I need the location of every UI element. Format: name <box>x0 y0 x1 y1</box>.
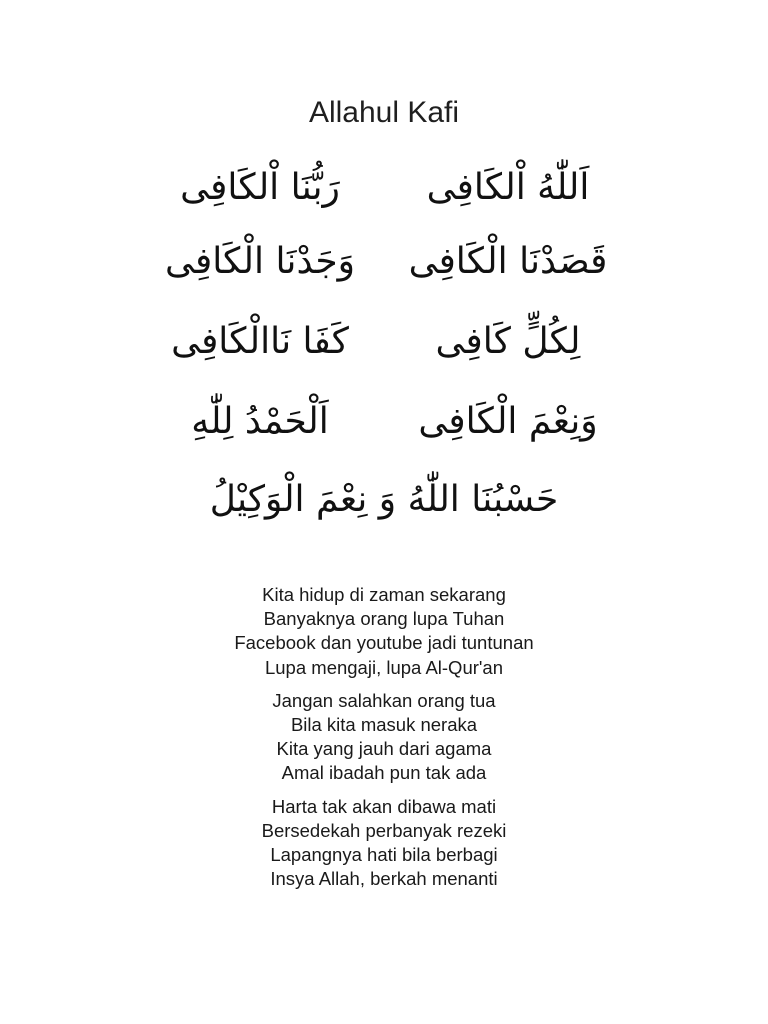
arabic-row-3 <box>0 314 768 374</box>
lyric-line: Banyaknya orang lupa Tuhan <box>263 608 505 630</box>
lyric-line: Facebook dan youtube jadi tuntunan <box>234 632 534 654</box>
stanza-3 <box>0 795 768 892</box>
lyric-line: Lapangnya hati bila berbagi <box>270 844 498 866</box>
lyric-line: Harta tak akan dibawa mati <box>271 795 497 817</box>
lyric-line: Jangan salahkan orang tua <box>272 689 496 711</box>
lyric-line: Lupa mengaji, lupa Al-Qur'an <box>264 656 504 678</box>
lyric-line: Kita yang jauh dari agama <box>276 738 492 760</box>
lyric-line: Bila kita masuk neraka <box>290 714 478 736</box>
arabic-verse: اَللّٰهُ اْلكَافِى <box>426 167 590 208</box>
arabic-verse: لِكُلٍّ كَافِى <box>435 321 581 362</box>
stanza-1 <box>0 583 768 680</box>
arabic-verse: كَفَا نَاالْكَافِى <box>171 321 349 362</box>
arabic-closing-verse: حَسْبُنَا اللّٰهُ وَ نِعْمَ الْوَكِيْلُ <box>209 479 559 520</box>
stanza-2 <box>0 689 768 786</box>
page-title: Allahul Kafi <box>308 96 460 129</box>
arabic-verse: اَلْحَمْدُ لِلّٰهِ <box>191 401 329 442</box>
lyric-line: Insya Allah, berkah menanti <box>270 868 498 890</box>
arabic-row-4 <box>0 394 768 454</box>
arabic-verse: رَبُّنَا اْلكَافِى <box>180 167 340 208</box>
arabic-row-closing <box>0 472 768 532</box>
arabic-verse: وَنِعْمَ الْكَافِى <box>418 401 598 442</box>
arabic-row-1 <box>0 160 768 220</box>
lyric-line: Amal ibadah pun tak ada <box>281 762 487 784</box>
arabic-verse: قَصَدْنَا الْكَافِى <box>408 241 608 282</box>
arabic-verse: وَجَدْنَا الْكَافِى <box>164 241 355 282</box>
lyrics <box>0 583 768 900</box>
lyric-line: Kita hidup di zaman sekarang <box>262 584 506 605</box>
lyric-line: Bersedekah perbanyak rezeki <box>261 819 507 841</box>
arabic-row-2 <box>0 234 768 294</box>
